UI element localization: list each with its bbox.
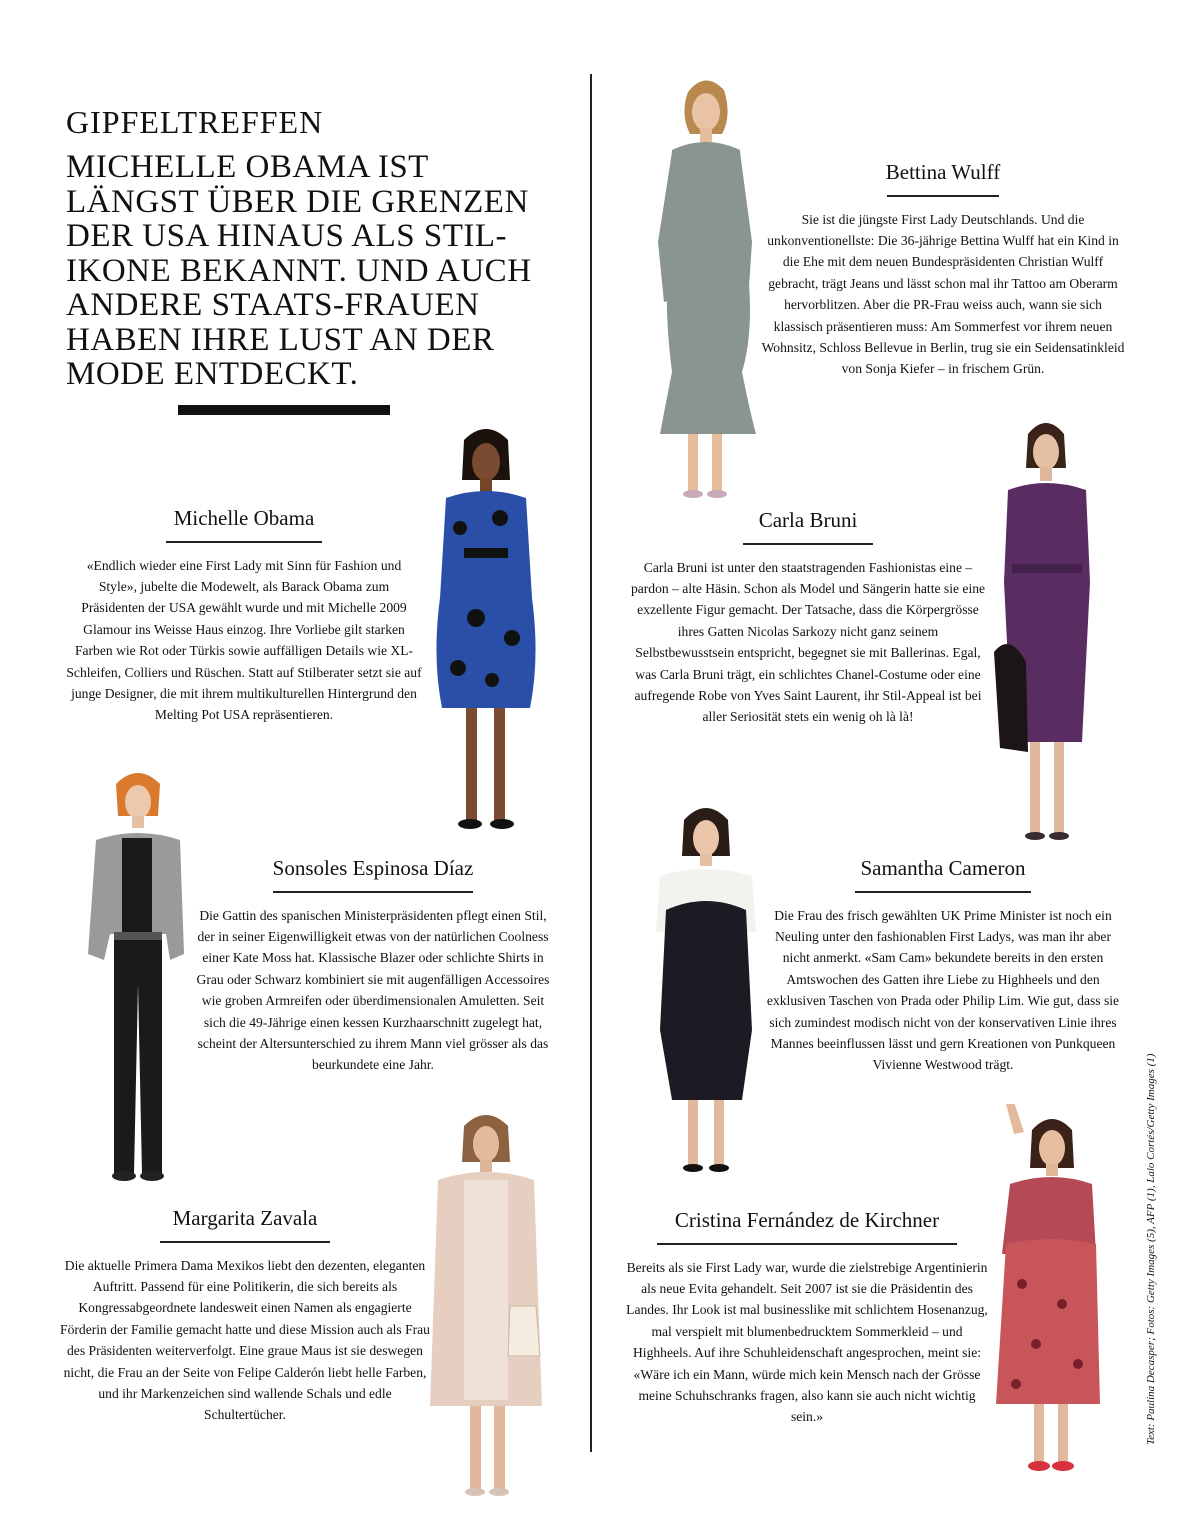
photo-carla-bruni [990,412,1100,844]
column-divider [590,74,592,1452]
profile-text: Die Gattin des spanischen Ministerpräsidenten pflegt einen Stil, der in seiner Eigenwilligkeit etwas von der natürlichen Coolness einer Kate Moss hat. Klassische Blazer oder schlichte Shirts in Grau oder Schwarz kombiniert sie mit augenfälligen Accessoires wie groben Armreifen oder überdimensionalen Amuletten. Seit sich die 49-Jährige einen kessen Kurzhaarschnitt zugelegt hat, scheint der Altersunterschied zu ihrem Mann viel grösser als das beurkundete eine Jahr. [196,907,550,1073]
photo-michelle-obama [430,418,542,838]
section-kicker: GIPFELTREFFEN [66,104,324,140]
profile-cristina-kirchner [624,1208,990,1428]
profile-text: Sie ist die jüngste First Lady Deutschlands. Und die unkonventionellste: Die 36-jährige Bettina Wulff hat ein Kind in die Ehe mit dem neuen Bundespräsidenten Christian Wulff gebracht, trägt Jeans und lässt schon mal ihr Tattoo am Oberarm hervorblitzen. Aber die PR-Frau weiss auch, wann sie sich klassisch präsentieren muss: Am Sommerfest vor ihrem neuen Wohnsitz, Schloss Bellevue in Berlin, trug sie ein Seidensatinkleid von Sonja Kiefer – in frischem Grün. [761,211,1125,377]
photo-credit: Text: Paulina Decasper; Fotos: Getty Images (5), AFP (1), Lalo Cortés/Getty Images (1) [1145,1053,1157,1445]
profile-sonsoles-espinosa [190,856,556,1076]
photo-cristina-kirchner [992,1104,1102,1476]
photo-bettina-wulff [650,72,760,500]
headline-rule [178,405,390,415]
photo-margarita-zavala [424,1106,548,1498]
profile-samantha-cameron [760,856,1126,1076]
profile-name: Margarita Zavala [172,1206,318,1230]
profile-margarita-zavala [60,1206,430,1426]
name-underline [657,1243,957,1245]
profile-text: Bereits als sie First Lady war, wurde die zielstrebige Argentinierin als neue Evita gehandelt. Seit 2007 ist sie die Präsidentin des Landes. Ihr Look ist mal businesslike mit schlichtem Hosenanzug, mal verspielt mit blumenbedrucktem Sommerkleid – und Highheels. Auf ihre Schuhleidenschaft angesprochen, meint sie: «Wäre ich ein Mann, würde mich kein Mensch nach der Grösse meine Schuhschranks fragen, also kann sie auch nicht wichtig sein.» [626,1259,988,1425]
photo-samantha-cameron [652,800,760,1176]
profile-text: Carla Bruni ist unter den staatstragenden Fashionistas eine – pardon – alte Häsin. Schon als Model und Sängerin hatte sie eine exzellente Figur gemacht. Der Tatsache, dass die Körpergrösse ihres Gatten Nicolas Sarkozy nicht ganz seinem Selbstbewusstsein entspricht, begegnet sie mit Ballerinas. Egal, was Carla Bruni trägt, ein schlichtes Chanel-Costume oder eine aufregende Robe von Yves Saint Laurent, ihr Stil-Appeal ist bei aller Seriosität stets ein wenig oh là là! [630,559,986,725]
profile-name: Samantha Cameron [860,856,1026,880]
profile-name: Michelle Obama [173,506,315,530]
name-underline [887,195,999,197]
profile-name: Cristina Fernández de Kirchner [674,1208,940,1232]
profile-bettina-wulff [760,160,1126,380]
name-underline [743,543,873,545]
profile-text: Die Frau des frisch gewählten UK Prime Minister ist noch ein Neuling unter den fashionablen First Ladys, was man ihr aber nicht anmerkt. «Sam Cam» bekundete bereits in den ersten Amtswochen des Gatten ihre Liebe zu Highheels und den exklusiven Taschen von Prada oder Philip Lim. Wie gut, dass sie sich zumindest modisch nicht von der konservativen Linie ihres Mannes beeinflussen lässt und gern Kreationen von Punkqueen Vivienne Westwood trägt. [766,907,1120,1073]
profile-carla-bruni [628,508,988,728]
profile-text: Die aktuelle Primera Dama Mexikos liebt den dezenten, eleganten Auftritt. Passend für eine Politikerin, die sich bereits als Kongressabgeordnete landesweit einen Namen als engagierte Förderin der Familie gemacht hatte und diese Mission auch als Frau des Präsidenten weiterverfolgt. Eine graue Maus ist sie deswegen nicht, die Frau an der Seite von Felipe Calderón liebt helle Farben, und ihr Markenzeichen sind wallende Schals und edle Schultertücher. [60,1257,430,1423]
name-underline [166,541,322,543]
profile-name: Sonsoles Espinosa Díaz [272,856,474,880]
profile-michelle-obama [66,506,422,726]
name-underline [855,891,1031,893]
photo-sonsoles-espinosa [80,764,192,1184]
profile-name: Carla Bruni [758,508,858,532]
profile-name: Bettina Wulff [885,160,1001,184]
headline: MICHELLE OBAMA IST LÄNGST ÜBER DIE GRENZEN DER USA HINAUS ALS STIL-IKONE BEKANNT. UND AUCH ANDERE STAATS-FRAUEN HABEN IHRE LUST AN DER MODE ENTDECKT. [66,149,532,392]
profile-text: «Endlich wieder eine First Lady mit Sinn für Fashion und Style», jubelte die Modewelt, als Barack Obama zum Präsidenten der USA gewählt wurde und mit Michelle 2009 Glamour ins Weisse Haus einzog. Ihre Vorliebe gilt starken Farben wie Rot oder Türkis sowie auffälligen Details wie XL-Schleifen, Colliers und Rüschen. Statt auf Stilberater setzt sie auf junge Designer, die mit ihrem multikulturellen Hintergrund den Melting Pot USA repräsentieren. [66,557,422,723]
name-underline [273,891,473,893]
name-underline [160,1241,330,1243]
